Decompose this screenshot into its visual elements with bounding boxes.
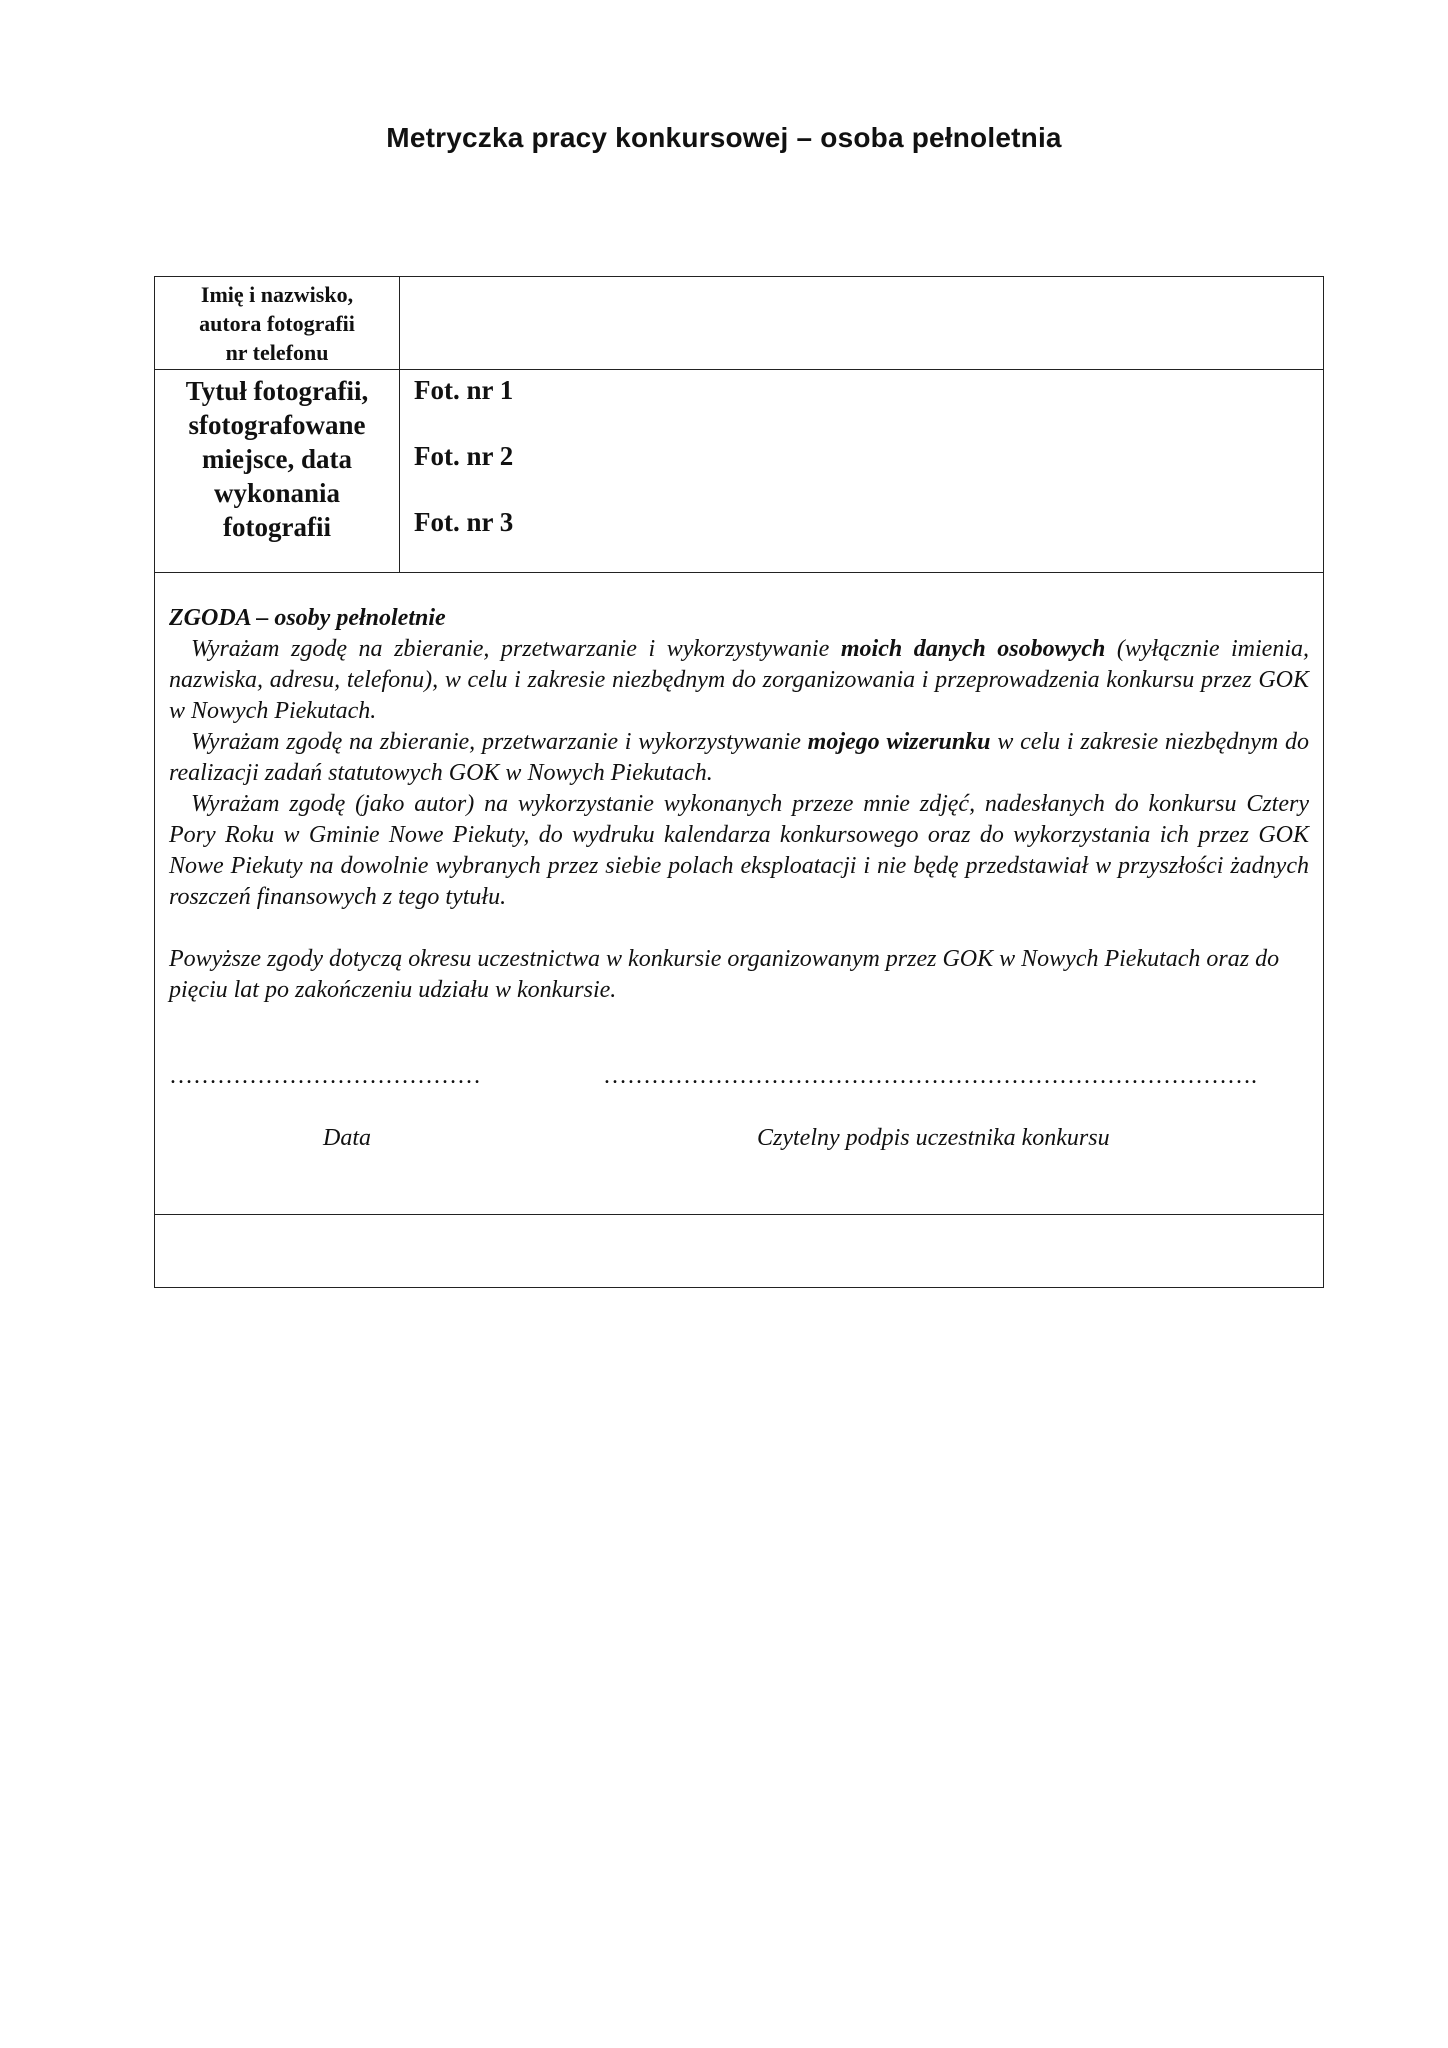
empty-footer-row[interactable] xyxy=(155,1215,1323,1287)
photos-row xyxy=(155,370,1323,573)
consent-summary: Powyższe zgody dotyczą okresu uczestnictwa w konkursie organizowanym przez GOK w Nowych Piekutach oraz do pięciu lat po zakończeniu udziału w konkursie. xyxy=(169,946,1280,1003)
author-row xyxy=(155,277,1323,370)
author-label-line-2: autora fotografii xyxy=(199,311,355,336)
consent-image-text-a: Wyrażam zgodę na zbieranie, przetwarzanie i wykorzystywanie xyxy=(191,729,808,755)
consent-personal-data-text-c: (wyłącznie imienia, nazwiska, adresu, telefonu), w celu i zakresie niezbędnym do zorganizowania i przeprowadzenia konkursu przez GOK w Nowych Piekutach. xyxy=(169,636,1310,724)
consent-personal-data xyxy=(169,634,1309,727)
signature-line[interactable]: ………………………………………………………………………. xyxy=(603,1063,1257,1089)
photo-2-label: Fot. nr 2 xyxy=(414,441,514,471)
consent-row xyxy=(155,573,1323,1215)
consent-personal-data-emphasis: moich danych osobowych xyxy=(840,636,1106,662)
consent-heading: ZGODA – osoby pełnoletnie xyxy=(169,605,446,631)
page-title: Metryczka pracy konkursowej – osoba pełnoletnia xyxy=(386,122,1062,153)
consent-image-emphasis: mojego wizerunku xyxy=(807,729,991,755)
author-value-cell[interactable] xyxy=(400,277,1323,369)
photos-label-line-5: fotografii xyxy=(223,512,331,542)
photos-label-line-2: sfotografowane xyxy=(188,410,366,440)
photos-label-line-4: wykonania xyxy=(213,478,341,508)
consent-author-rights: Wyrażam zgodę (jako autor) na wykorzystanie wykonanych przeze mnie zdjęć, nadesłanych do konkursu Cztery Pory Roku w Gminie Nowe Piekuty, do wydruku kalendarza konkursowego oraz do wykorzystania ich przez GOK Nowe Piekuty na dowolnie wybranych przez siebie polach eksploatacji i nie będę przedstawiał w przyszłości żadnych roszczeń finansowych z tego tytułu. xyxy=(169,791,1309,910)
consent-image xyxy=(169,727,1309,789)
photo-3-label: Fot. nr 3 xyxy=(414,507,514,537)
author-label-cell xyxy=(155,277,400,369)
date-signature-line[interactable]: ………………………………… xyxy=(169,1063,481,1089)
consent-personal-data-text-a: Wyrażam zgodę na zbieranie, przetwarzanie i wykorzystywanie xyxy=(191,636,841,662)
consent-image-text-c: w celu i zakresie niezbędnym do realizacji zadań statutowych GOK w Nowych Piekutach. xyxy=(169,729,1310,786)
signature-caption: Czytelny podpis uczestnika konkursu xyxy=(757,1125,1110,1151)
author-label-line-3: nr telefonu xyxy=(225,340,329,365)
photos-label-line-1: Tytuł fotografii, xyxy=(185,376,369,406)
author-label-line-1: Imię i nazwisko, xyxy=(200,282,354,307)
photo-1-label: Fot. nr 1 xyxy=(414,375,514,405)
photos-label-line-3: miejsce, data xyxy=(202,444,352,474)
consent-section xyxy=(169,603,1309,1006)
photos-label-cell xyxy=(155,370,400,572)
date-caption: Data xyxy=(323,1125,371,1151)
photo-list xyxy=(414,374,513,572)
entry-form-table xyxy=(154,276,1324,1288)
photos-value-cell[interactable] xyxy=(400,370,1323,572)
